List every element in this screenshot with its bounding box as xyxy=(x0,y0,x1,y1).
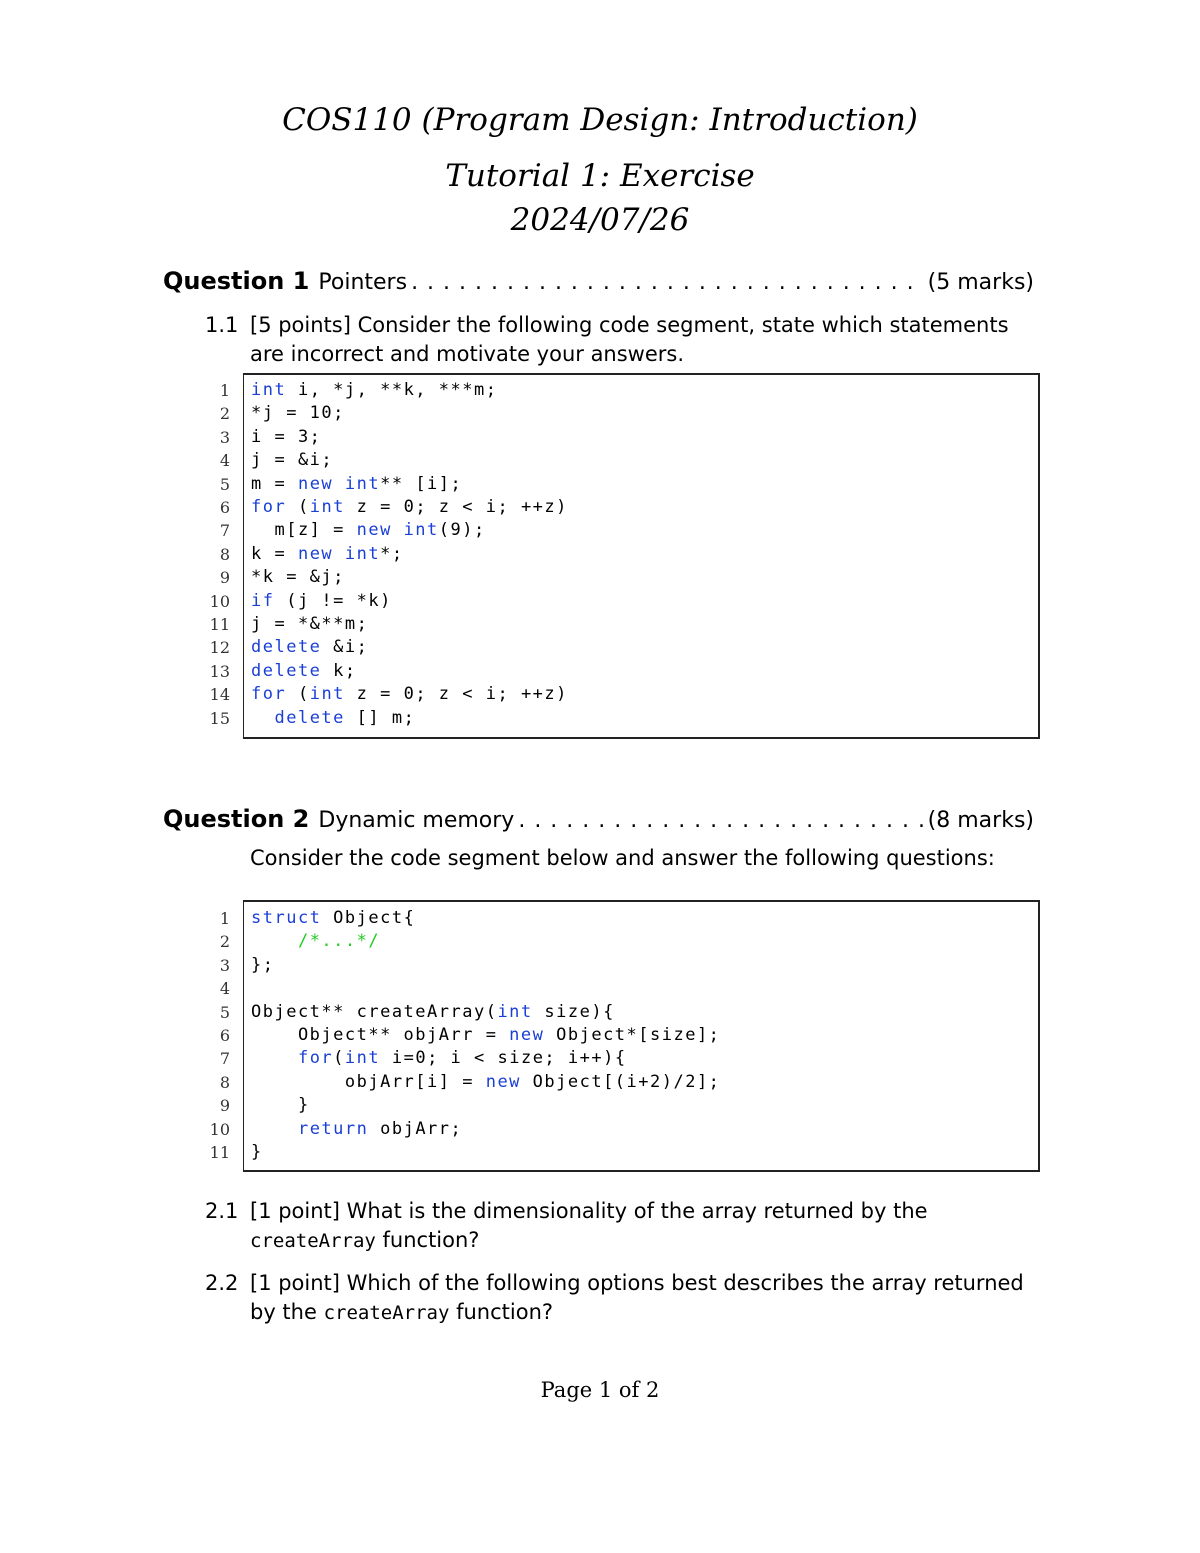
code-line xyxy=(251,661,357,681)
line-number: 5 xyxy=(219,1002,230,1022)
question-2-heading xyxy=(163,805,1034,839)
code-line xyxy=(251,684,568,704)
code-keyword: int xyxy=(251,380,287,400)
code-text: ** [i]; xyxy=(380,473,463,494)
question-1-topic: Pointers xyxy=(318,270,408,295)
code-text xyxy=(251,931,298,951)
question-2-topic: Dynamic memory xyxy=(318,808,515,833)
subquestion-1-1 xyxy=(205,311,1035,369)
line-number: 5 xyxy=(219,474,230,494)
line-number: 8 xyxy=(219,1072,230,1092)
code-keyword: return xyxy=(297,1118,369,1139)
code-text: z = 0; z < i; ++z) xyxy=(344,684,568,705)
code-line xyxy=(251,380,497,400)
code-keyword: new int xyxy=(297,543,381,564)
code-text: z = 0; z < i; ++z) xyxy=(344,497,568,517)
tutorial-title: Tutorial 1: Exercise xyxy=(445,158,755,194)
code-line xyxy=(251,544,404,564)
subquestion-number: 2.2 xyxy=(205,1271,239,1295)
subquestion-text-pre: [1 point] Which of the following options best describes the array returned by the xyxy=(250,1271,1024,1324)
code-text: *k = &j; xyxy=(251,567,345,588)
line-number: 4 xyxy=(219,451,230,471)
code-text: i = 3; xyxy=(251,426,322,447)
code-text: }; xyxy=(251,954,275,975)
code-line xyxy=(251,1002,615,1022)
line-number: 11 xyxy=(209,615,230,634)
line-number: 3 xyxy=(219,427,230,447)
code-keyword: int xyxy=(309,684,345,705)
code-line xyxy=(251,474,462,494)
code-line xyxy=(251,1142,263,1162)
code-line xyxy=(251,1119,462,1139)
subquestion-text xyxy=(250,1197,1035,1256)
code-line xyxy=(251,591,392,611)
code-keyword: new int xyxy=(356,520,439,541)
code-text: } xyxy=(251,1142,263,1162)
date: 2024/07/26 xyxy=(510,202,690,238)
question-1-heading xyxy=(163,267,1034,301)
code-text: m = xyxy=(251,473,298,494)
code-line xyxy=(251,1048,627,1068)
code-line xyxy=(251,520,486,540)
code-keyword: for xyxy=(251,684,287,705)
code-text: Object{ xyxy=(321,908,416,928)
code-keyword: new xyxy=(509,1025,545,1045)
code-keyword: for xyxy=(251,497,287,517)
code-line xyxy=(251,1025,720,1045)
subquestion-number: 2.1 xyxy=(205,1199,239,1223)
code-text: k = xyxy=(251,543,298,564)
code-line xyxy=(251,427,321,447)
code-keyword: int xyxy=(309,497,345,517)
page-number: Page 1 of 2 xyxy=(540,1378,660,1402)
code-text: objArr; xyxy=(368,1118,463,1139)
question-1-marks: (5 marks) xyxy=(927,270,1034,295)
line-number: 15 xyxy=(209,708,230,728)
line-number: 12 xyxy=(209,638,230,658)
code-line xyxy=(251,708,415,728)
code-text: ( xyxy=(286,497,310,517)
question-2-intro: Consider the code segment below and answer the following questions: xyxy=(250,846,995,870)
code-line xyxy=(251,450,333,470)
code-line xyxy=(251,403,345,423)
line-number: 7 xyxy=(219,1049,230,1069)
code-text: Object** objArr = xyxy=(251,1025,510,1045)
code-keyword: delete xyxy=(251,660,322,681)
code-text: j = *&**m; xyxy=(251,614,369,634)
code-keyword: int xyxy=(497,1001,533,1022)
code-line xyxy=(251,497,568,517)
line-number: 11 xyxy=(209,1143,230,1162)
subquestion-text: [5 points] Consider the following code segment, state which statements are incorrect and motivate your answers. xyxy=(250,313,1009,366)
code-text: [] m; xyxy=(344,707,416,728)
subquestion-text-post: function? xyxy=(375,1228,480,1252)
code-keyword: int xyxy=(344,1048,381,1069)
subquestion-text-post: function? xyxy=(449,1300,554,1324)
subquestion-number: 1.1 xyxy=(205,313,239,337)
subquestion-2-2 xyxy=(205,1269,1035,1328)
code-text: size){ xyxy=(532,1001,615,1022)
code-text: &i; xyxy=(321,637,369,658)
line-number: 9 xyxy=(219,1096,230,1116)
code-keyword: new int xyxy=(297,473,381,494)
code-text: m[z] = xyxy=(251,520,357,541)
code-line xyxy=(251,908,415,928)
code-line xyxy=(251,637,368,657)
line-number: 10 xyxy=(209,1119,230,1139)
code-text: i, *j, **k, ***m; xyxy=(286,380,498,400)
subquestion-text-pre: [1 point] What is the dimensionality of the array returned by the xyxy=(250,1199,928,1223)
line-number: 6 xyxy=(219,1026,230,1045)
code-text: Object*[size]; xyxy=(544,1025,721,1045)
inline-code: createArray xyxy=(323,1302,450,1324)
line-number: 6 xyxy=(219,498,230,517)
code-text: Object[(i+2)/2]; xyxy=(520,1071,721,1092)
code-keyword: if xyxy=(251,590,275,611)
course-title: COS110 (Program Design: Introduction) xyxy=(282,102,918,138)
code-text: i=0; i < size; i++){ xyxy=(380,1048,627,1069)
code-comment: /*...*/ xyxy=(297,931,381,952)
question-1-label: Question 1 xyxy=(163,267,310,295)
line-number: 14 xyxy=(209,685,230,705)
line-number: 13 xyxy=(209,661,230,681)
line-number: 4 xyxy=(219,979,230,999)
code-text xyxy=(251,708,274,728)
code-line xyxy=(251,1095,310,1115)
code-text: } xyxy=(251,1095,310,1116)
line-number: 3 xyxy=(219,955,230,975)
code-text: objArr[i] = xyxy=(251,1071,486,1092)
code-keyword: struct xyxy=(251,908,322,928)
code-text: Object** createArray( xyxy=(251,1001,498,1022)
code-line xyxy=(251,1072,720,1092)
line-number: 7 xyxy=(219,521,230,541)
code-keyword: delete xyxy=(274,707,345,728)
code-text: (j != *k) xyxy=(274,590,392,611)
line-number: 2 xyxy=(219,404,230,424)
code-text: ( xyxy=(286,684,310,705)
line-number: 2 xyxy=(219,932,230,952)
code-text: *; xyxy=(380,543,404,564)
question-2-label: Question 2 xyxy=(163,805,310,833)
dot-leader xyxy=(518,808,923,833)
code-text: *j = 10; xyxy=(251,403,345,424)
line-number: 9 xyxy=(219,568,230,588)
code-line xyxy=(251,955,274,975)
code-line xyxy=(251,614,368,634)
line-number: 1 xyxy=(219,381,230,400)
question-2-marks: (8 marks) xyxy=(927,808,1034,833)
inline-code: createArray xyxy=(250,1230,376,1252)
code-text xyxy=(251,1119,298,1139)
subquestion-2-1 xyxy=(205,1197,1035,1256)
code-keyword: new xyxy=(485,1071,521,1092)
code-text xyxy=(251,1048,298,1068)
line-number: 10 xyxy=(209,591,230,611)
code-line xyxy=(251,567,345,587)
code-keyword: delete xyxy=(251,637,322,658)
subquestion-text xyxy=(250,1269,1035,1328)
code-text: ( xyxy=(333,1048,345,1069)
code-line xyxy=(251,931,380,951)
line-number: 1 xyxy=(219,909,230,928)
code-text: j = &i; xyxy=(251,450,334,471)
code-text: k; xyxy=(321,660,357,681)
line-number: 8 xyxy=(219,544,230,564)
dot-leader xyxy=(411,270,924,295)
code-text: (9); xyxy=(438,520,486,541)
code-keyword: for xyxy=(297,1048,334,1069)
